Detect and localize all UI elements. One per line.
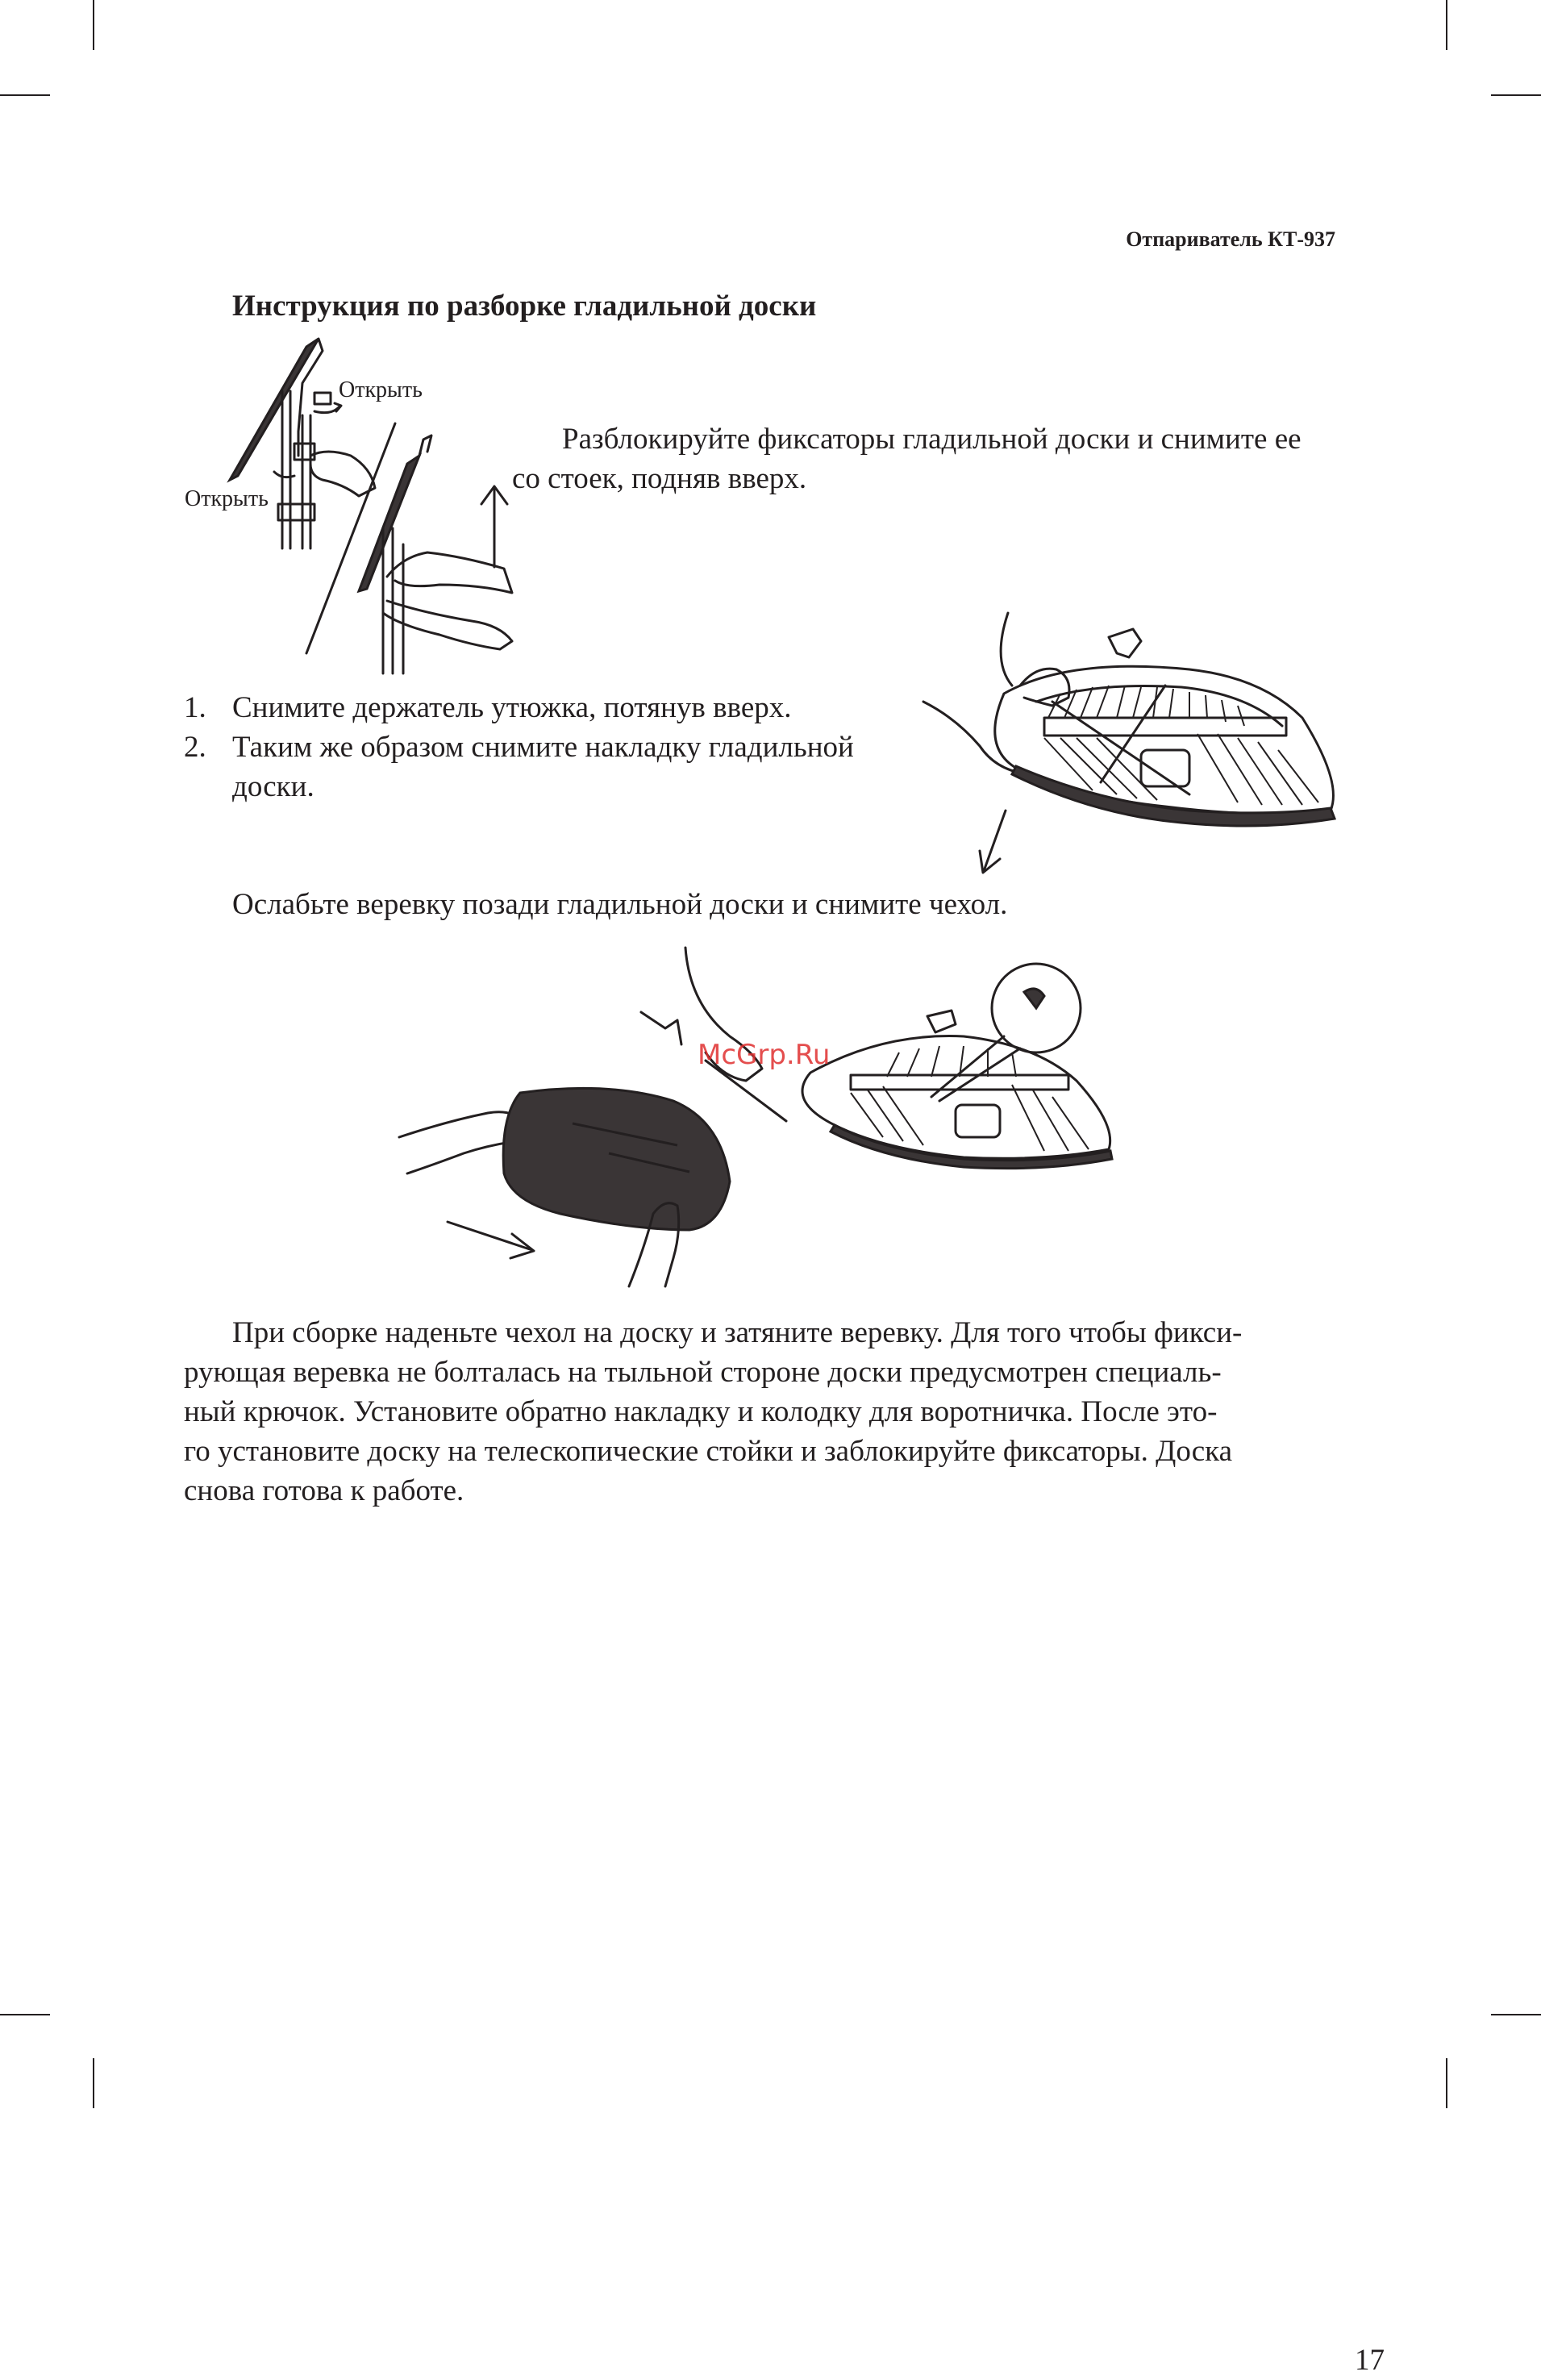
open-label-top: Открыть: [339, 377, 423, 402]
crop-mark: [1491, 2014, 1541, 2015]
unlock-instruction-line: Разблокируйте фиксаторы гладильной доски и снимите ее: [562, 423, 1302, 456]
crop-mark: [1446, 0, 1447, 50]
list-item: [184, 727, 910, 807]
section-title: Инструкция по разборке гладильной доски: [232, 290, 817, 323]
list-item-line: Таким же образом снимите накладку гладильной: [232, 731, 854, 764]
list-item-line: Снимите держатель утюжка, потянув вверх.: [232, 691, 792, 724]
unlock-instruction-line: со стоек, подняв вверх.: [512, 462, 807, 495]
numbered-steps: [184, 688, 910, 807]
list-item: [184, 688, 910, 727]
assembly-instruction: [184, 1313, 1345, 1511]
assembly-line: рующая веревка не болталась на тыльной стороне доски предусмотрен специаль-: [184, 1356, 1222, 1389]
crop-mark: [93, 2058, 94, 2108]
crop-mark: [93, 0, 94, 50]
watermark: McGrp.Ru: [698, 1039, 831, 1071]
list-item-number: 1.: [184, 691, 206, 724]
list-item-line: доски.: [232, 770, 314, 803]
assembly-line: го установите доску на телескопические стойки и заблокируйте фиксаторы. Доска: [184, 1435, 1233, 1468]
open-label-left: Открыть: [185, 486, 269, 511]
cover-removal-illustration: [399, 940, 1125, 1286]
list-item-text: [232, 727, 854, 807]
iron-holder-removal-illustration: [923, 597, 1343, 883]
crop-mark: [1446, 2058, 1447, 2108]
list-item-text: [232, 688, 792, 727]
assembly-line: При сборке наденьте чехол на доску и затяните веревку. Для того чтобы фикси-: [232, 1316, 1243, 1349]
document-header: Отпариватель КТ-937: [1126, 227, 1335, 251]
list-item-number: 2.: [184, 731, 206, 764]
crop-mark: [0, 2014, 50, 2015]
crop-mark: [0, 94, 50, 96]
unlock-instruction: [512, 419, 1351, 498]
assembly-line: ный крючок. Установите обратно накладку и колодку для воротничка. После это-: [184, 1395, 1218, 1428]
assembly-line: снова готова к работе.: [184, 1474, 464, 1507]
crop-mark: [1491, 94, 1541, 96]
cover-instruction: Ослабьте веревку позади гладильной доски и снимите чехол.: [232, 888, 1008, 921]
page-number: 17: [1355, 2344, 1385, 2377]
